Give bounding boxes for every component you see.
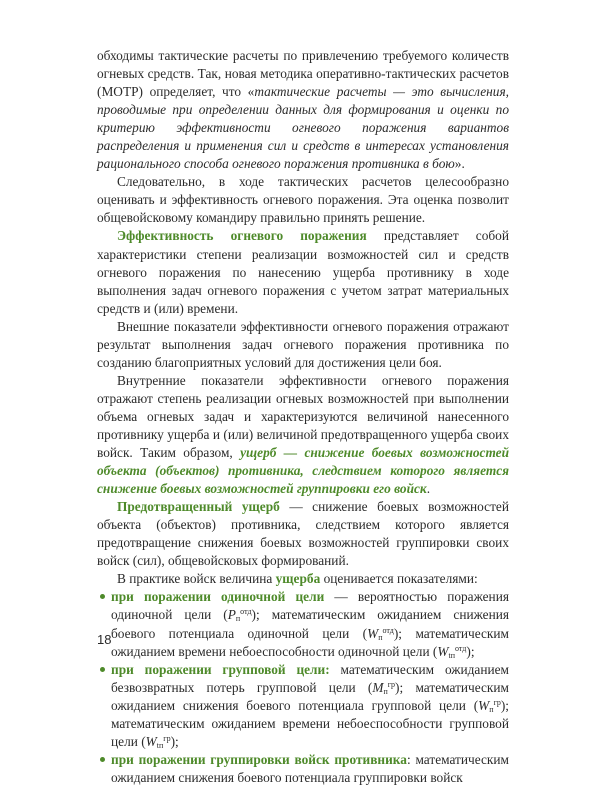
symbol-p: P bbox=[227, 607, 236, 623]
term-damage-definition: ущерб — снижение боевых возможностей объекта (объектов) противника, следствием которого является снижение боевых возможностей группировки его войск bbox=[97, 445, 510, 497]
symbol-m: M bbox=[372, 679, 384, 695]
list-item-group-target bbox=[97, 661, 509, 751]
paragraph-text: — снижение боевых возможностей объекта (объектов) противника, следствием которого является предотвращение снижения боевых возможностей группировки своих войск (сил), общевойсковых формирований. bbox=[97, 499, 509, 569]
symbol-superscript: отд bbox=[382, 625, 394, 635]
symbol-subscript: п bbox=[235, 614, 241, 624]
paragraph-external-indicators bbox=[97, 318, 509, 372]
paragraph-internal-indicators bbox=[97, 372, 509, 498]
paragraph-prevented-damage bbox=[97, 498, 509, 570]
symbol-subscript: t bbox=[448, 650, 451, 660]
indicator-list bbox=[97, 588, 509, 787]
symbol-w: W bbox=[437, 643, 449, 659]
symbol-superscript: отд bbox=[455, 643, 467, 653]
symbol-superscript: гр bbox=[387, 679, 396, 689]
symbol-w: W bbox=[145, 733, 157, 749]
motr-definition: тактические расчеты — это вычисления, проводимые при определении данных для формирования и оценки по критерию эффективности огневого поражения вариантов распределения и применения сил и средств в интересах установления рационального способа огневого поражения противника в бою bbox=[97, 84, 509, 172]
term-effectiveness: Эффективность огневого поражения bbox=[117, 228, 367, 244]
list-item-troop-group bbox=[97, 751, 509, 787]
list-text: ); математическим ожиданием снижения боевого потенциала одиночной цели ( bbox=[111, 607, 509, 641]
term-prevented-damage: Предотвращенный ущерб bbox=[117, 499, 280, 515]
paragraph-text: Внешние показатели эффективности огневого поражения отражают результат выполнения задач огневого поражения противника по созданию благоприятных условий для достижения цели боя. bbox=[97, 318, 509, 370]
bullet-icon bbox=[100, 594, 105, 599]
symbol-subscript: п bbox=[378, 632, 383, 642]
list-text: ); математическим ожиданием времени небоеспособности групповой цели ( bbox=[111, 697, 509, 749]
list-item-single-target bbox=[97, 588, 509, 660]
paragraph-text: Следовательно, в ходе тактических расчетов целесообразно оценивать и эффективность огневого поражения. Эта оценка позволит общевойсковому командиру правильно принять решение. bbox=[97, 174, 509, 226]
page-content bbox=[97, 47, 509, 787]
symbol-w: W bbox=[478, 697, 490, 713]
bullet-icon bbox=[100, 757, 105, 762]
paragraph-text: представляет собой характеристики степени реализации возможностей сил и средств огневого поражения по нанесению ущерба противнику в ходе выполнения задач огневого поражения с учетом затрат материальных средств и (или) времени. bbox=[97, 228, 509, 316]
paragraph-effectiveness bbox=[97, 227, 509, 317]
paragraph-text: Внутренние показатели эффективности огневого поражения отражают степень реализации огневых возможностей при выполнении объема огневых задач и характеризуются величиной нанесенного противнику ущерба и (или) величиной предотвращенного ущерба своих войск. Таким образом, bbox=[97, 372, 509, 461]
symbol-subscript: п bbox=[383, 686, 388, 696]
paragraph-text: В практике войск величина bbox=[117, 571, 276, 587]
paragraph-tail: ». bbox=[454, 156, 465, 172]
term-colon: : bbox=[325, 661, 330, 677]
paragraph-tactical-calculations bbox=[97, 47, 509, 173]
symbol-superscript: отд bbox=[240, 607, 252, 617]
term-single-target: при поражении одиночной цели bbox=[111, 589, 325, 605]
symbol-subscript: п bbox=[450, 650, 456, 660]
symbol-superscript: гр bbox=[163, 733, 171, 743]
symbol-subscript: t bbox=[156, 740, 160, 750]
list-text: ); математическим ожиданием снижения боевого потенциала групповой цели ( bbox=[111, 679, 509, 713]
symbol-subscript: п bbox=[159, 740, 164, 750]
bullet-icon bbox=[100, 667, 105, 672]
list-text: : математическим ожиданием снижения боевого потенциала группировки войск bbox=[111, 751, 509, 785]
paragraph-practice bbox=[97, 570, 509, 588]
list-text: — вероятностью поражения одиночной цели ( bbox=[111, 589, 509, 623]
page-number: 18 bbox=[97, 632, 112, 647]
term-damage: ущерба bbox=[275, 571, 321, 587]
list-text: ); bbox=[170, 733, 179, 749]
symbol-superscript: гр bbox=[493, 697, 501, 707]
list-text: ); bbox=[466, 643, 475, 659]
paragraph-tail: . bbox=[426, 481, 431, 497]
paragraph-consequently bbox=[97, 173, 509, 227]
symbol-subscript: п bbox=[489, 704, 494, 714]
paragraph-text: обходимы тактические расчеты по привлечению требуемого количеств огневых средств. Так, новая методика оперативно-тактических расчетов (МОТР) определяет, что « bbox=[97, 48, 509, 100]
list-text: математическим ожиданием безвозвратных потерь групповой цели ( bbox=[111, 661, 510, 695]
term-troop-group: при поражении группировки войск противника bbox=[111, 751, 407, 767]
symbol-w: W bbox=[367, 625, 379, 641]
term-group-target: при поражении групповой цели bbox=[111, 661, 326, 677]
paragraph-text: оценивается показателями: bbox=[320, 571, 478, 587]
list-text: ); математическим ожиданием времени небоеспособности одиночной цели ( bbox=[111, 625, 509, 659]
